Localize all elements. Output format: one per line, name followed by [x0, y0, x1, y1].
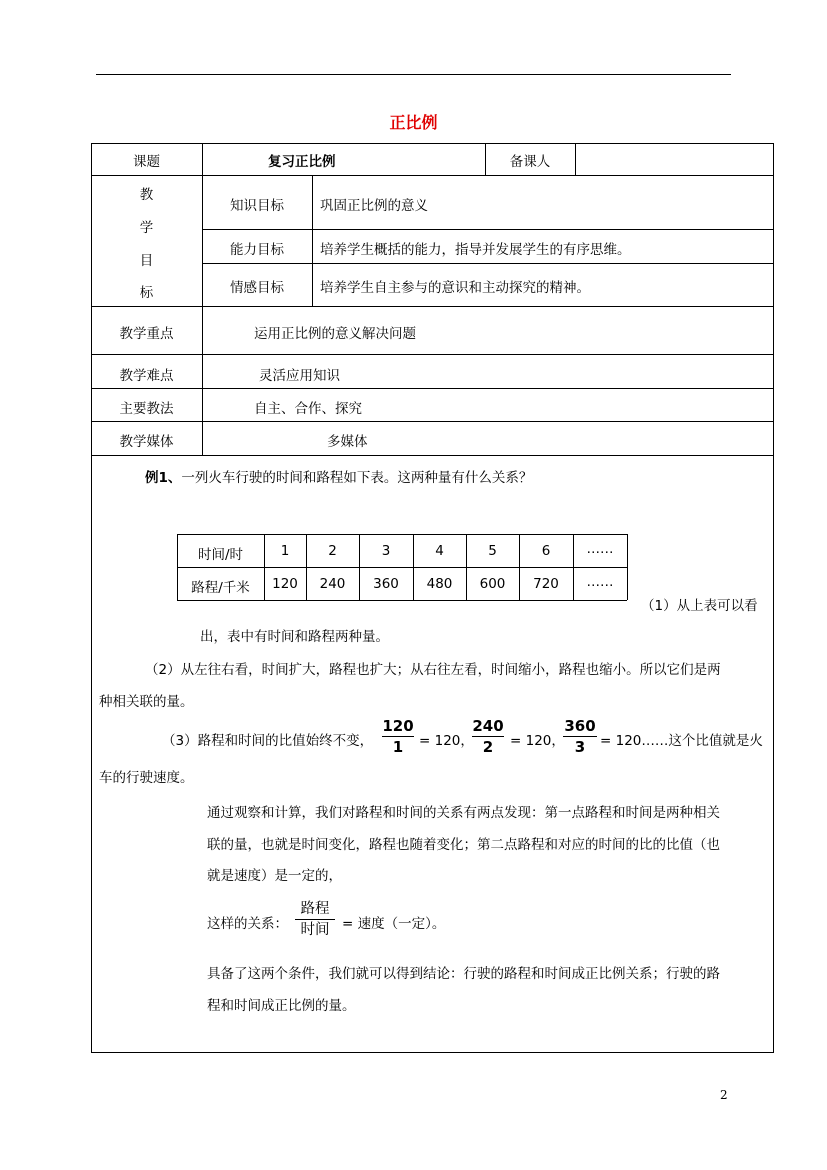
key-point-label: 教学重点 [119, 326, 174, 342]
method-value: 自主、合作、探究 [254, 401, 362, 417]
fraction-2-result: = 120， [510, 733, 565, 749]
table-cell: 6 [541, 543, 551, 559]
goal-value-knowledge: 巩固正比例的意义 [320, 198, 428, 214]
table-cell: 1 [280, 543, 290, 559]
relation-result: = 速度（一定）。 [342, 916, 446, 932]
fraction-2: 240 2 [472, 717, 504, 756]
fraction-3: 360 3 [564, 717, 596, 756]
goals-label-char-2: 学 [139, 220, 154, 236]
difficulty-label: 教学难点 [119, 368, 174, 384]
topic-label: 课题 [133, 154, 160, 170]
fraction-1: 120 1 [382, 717, 414, 756]
goal-value-emotion: 培养学生自主参与的意识和主动探究的精神。 [320, 280, 590, 296]
table-cell: 2 [328, 543, 337, 559]
conclusion-line-1: 具备了这两个条件，我们就可以得到结论：行驶的路程和时间成正比例关系；行驶的路 [207, 966, 720, 982]
table-cell: …… [586, 541, 614, 557]
observation-1a: （1）从上表可以看 [641, 598, 758, 614]
table-cell: 5 [488, 543, 497, 559]
difficulty-value: 灵活应用知识 [259, 368, 340, 384]
goal-label-knowledge: 知识目标 [230, 198, 284, 214]
media-label: 教学媒体 [119, 434, 174, 450]
conclusion-line-2: 程和时间成正比例的量。 [207, 998, 356, 1014]
goals-label-char-4: 标 [139, 285, 154, 301]
goal-value-ability: 培养学生概括的能力，指导并发展学生的有序思维。 [320, 242, 631, 258]
table-cell: 360 [373, 576, 399, 592]
page-number: 2 [720, 1088, 728, 1102]
table-cell: 时间/时 [197, 547, 244, 563]
table-cell: 3 [381, 543, 391, 559]
observation-2a: （2）从左往右看，时间扩大，路程也扩大；从右往左看，时间缩小，路程也缩小。所以它们是两 [145, 662, 721, 678]
table-cell: 600 [479, 576, 506, 592]
summary-line-3: 就是速度）是一定的， [207, 868, 342, 884]
method-label: 主要教法 [119, 401, 174, 417]
table-cell: 240 [319, 576, 346, 592]
table-cell: 4 [435, 543, 444, 559]
key-point-value: 运用正比例的意义解决问题 [254, 326, 416, 342]
preparer-label: 备课人 [509, 154, 551, 170]
table-cell: 路程/千米 [191, 580, 250, 596]
observation-1b: 出，表中有时间和路程两种量。 [200, 629, 389, 645]
example-heading: 例1、 [145, 470, 182, 486]
table-cell: 480 [426, 576, 453, 592]
observation-3b: 车的行驶速度。 [99, 770, 194, 786]
page-title: 正比例 [389, 113, 438, 132]
table-cell: 120 [272, 576, 298, 592]
table-cell: …… [586, 574, 614, 590]
header-rule [96, 74, 731, 75]
fraction-1-result: = 120， [419, 733, 474, 749]
observation-3-lead: （3）路程和时间的比值始终不变， [162, 733, 374, 749]
summary-line-1: 通过观察和计算，我们对路程和时间的关系有两点发现：第一点路程和时间是两种相关 [207, 805, 720, 821]
example-question: 一列火车行驶的时间和路程如下表。这两种量有什么关系？ [181, 470, 533, 486]
topic-value: 复习正比例 [268, 154, 336, 170]
relation-lead: 这样的关系： [207, 916, 288, 932]
media-value: 多媒体 [327, 434, 368, 450]
example-question-line [145, 466, 532, 486]
table-cell: 720 [533, 576, 559, 592]
fraction-3-result: = 120……这个比值就是火 [600, 733, 763, 749]
goal-label-ability: 能力目标 [230, 242, 284, 258]
goal-label-emotion: 情感目标 [230, 280, 284, 296]
goals-label-char-1: 教 [139, 187, 154, 203]
summary-line-2: 联的量，也就是时间变化，路程也随着变化；第二点路程和对应的时间的比的比值（也 [207, 837, 720, 853]
goals-label-char-3: 目 [139, 253, 154, 269]
observation-2b: 种相关联的量。 [99, 694, 194, 710]
relation-fraction: 路程 时间 [295, 900, 335, 939]
